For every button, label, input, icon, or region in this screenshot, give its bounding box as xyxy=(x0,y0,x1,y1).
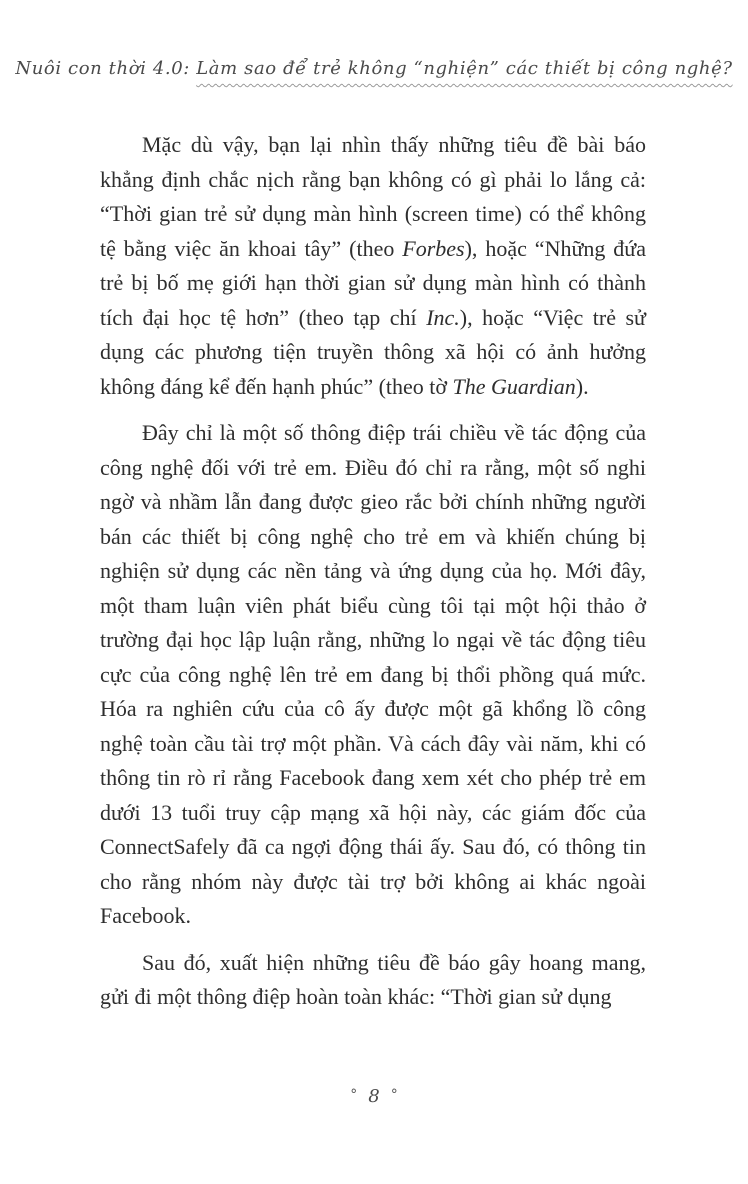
running-header xyxy=(0,58,748,79)
footer-ornament-left: ° xyxy=(350,1087,358,1103)
paragraph xyxy=(100,946,646,1015)
running-header-title-prefix: Nuôi con thời 4.0: xyxy=(15,58,197,79)
page-footer xyxy=(0,1086,748,1107)
text-segment: ), hoặc “Việc trẻ sử dụng các phương tiện truyền thông xã hội có ảnh hưởng không đáng kể đến hạnh phúc” (theo tờ xyxy=(100,304,646,399)
text-segment: Đây chỉ là một số thông điệp trái chiều về tác động của công nghệ đối với trẻ em. Điều đó chỉ ra rằng, một số nghi ngờ và nhầm lẫn đang được gieo rắc bởi chính những người bán các thiết bị công nghệ cho trẻ em và khiến chúng bị nghiện sử dụng các nền tảng và ứng dụng của họ. Mới đây, một tham luận viên phát biểu cùng tôi tại một hội thảo ở trường đại học lập luận rằng, những lo ngại về tác động tiêu cực của công nghệ lên trẻ em đang bị thổi phồng quá mức. Hóa ra nghiên cứu của cô ấy được một gã khổng lồ công nghệ toàn cầu tài trợ một phần. Và cách đây vài năm, khi có thông tin rò rỉ rằng Facebook đang xem xét cho phép trẻ em dưới 13 tuổi truy cập mạng xã hội này, các giám đốc của ConnectSafely đã ca ngợi động thái ấy. Sau đó, có thông tin cho rằng nhóm này được tài trợ bởi không ai khác ngoài Facebook. xyxy=(100,420,646,928)
paragraph xyxy=(100,128,646,404)
paragraph xyxy=(100,416,646,934)
text-segment: ), hoặc “Những đứa trẻ bị bố mẹ giới hạn thời gian sử dụng màn hình có thành tích đại học tệ hơn” (theo tạp chí xyxy=(100,235,646,330)
footer-ornament-right: ° xyxy=(390,1087,398,1103)
text-segment: ). xyxy=(575,373,589,399)
page-number: 8 xyxy=(368,1086,380,1107)
italic-text-segment: Inc. xyxy=(426,304,460,330)
page-body xyxy=(100,128,646,1027)
text-segment: Mặc dù vậy, bạn lại nhìn thấy những tiêu đề bài báo khẳng định chắc nịch rằng bạn không có gì phải lo lắng cả: “Thời gian trẻ sử dụng màn hình (screen time) có thể không tệ bằng việc ăn khoai tây” (theo xyxy=(100,132,646,261)
italic-text-segment: The Guardian xyxy=(452,373,576,399)
text-segment: Sau đó, xuất hiện những tiêu đề báo gây hoang mang, gửi đi một thông điệp hoàn toàn khác: “Thời gian sử dụng xyxy=(100,949,646,1009)
running-header-title-suffix: Làm sao để trẻ không “nghiện” các thiết bị công nghệ? xyxy=(196,58,733,79)
italic-text-segment: Forbes xyxy=(402,235,465,261)
